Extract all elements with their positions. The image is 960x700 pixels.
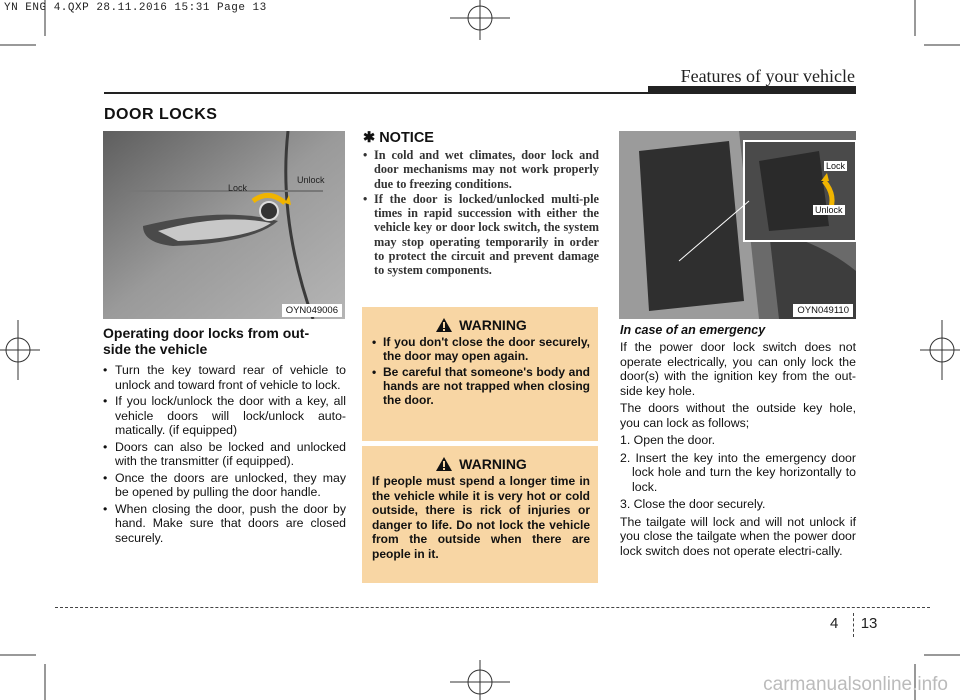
chapter-number: 4 (830, 615, 839, 632)
lock-label: Lock (228, 183, 248, 193)
print-slug: YN ENG 4.QXP 28.11.2016 15:31 Page 13 (4, 2, 267, 14)
page-number-value: 13 (860, 615, 878, 632)
door-handle-figure (103, 131, 345, 319)
warning-triangle-icon (435, 456, 453, 472)
door-handle-illustration (103, 131, 345, 319)
section-title: DOOR LOCKS (104, 106, 218, 123)
emergency-step-2: 2. Insert the key into the emergency door lock hole and turn the key horizontally to lock. (620, 450, 856, 494)
list-item: • If you lock/unlock the door with a key, all vehicle doors will lock/unlock auto-matically. (if equipped) (103, 394, 346, 438)
header-rule (104, 92, 856, 94)
warning-triangle-icon (435, 317, 453, 333)
warning-box-occupants (362, 446, 598, 583)
unlock-label: Unlock (297, 175, 325, 185)
figure-code: OYN049110 (793, 304, 853, 317)
list-item: • Once the doors are unlocked, they may be opened by pulling the door handle. (103, 471, 346, 500)
notice-title: ✱ NOTICE (363, 130, 434, 146)
emergency-section (620, 323, 856, 558)
warning-box-door (362, 307, 598, 441)
unlock-label: Unlock (815, 205, 843, 215)
warning-bullets (372, 335, 590, 407)
figure-code: OYN049006 (282, 304, 342, 317)
lock-label: Lock (826, 161, 846, 171)
list-item: • In cold and wet climates, door lock and door mechanisms may not work properly due to freezing conditions. (363, 148, 599, 191)
door-interior-illustration (619, 131, 856, 319)
list-item: • If you don't close the door securely, the door may open again. (372, 335, 590, 363)
emergency-para-3: The tailgate will lock and will not unlock if you close the tailgate when the power door lock switch does not operate electri-cally. (620, 514, 856, 558)
star-icon: ✱ (363, 130, 376, 146)
list-item: • Be careful that someone's body and hands are not trapped when closing the door. (372, 365, 590, 407)
emergency-step-1: 1. Open the door. (620, 433, 716, 447)
operating-bullets (103, 363, 346, 545)
emergency-para-2: The doors without the outside key hole, you can lock as follows; (620, 401, 856, 430)
emergency-title: In case of an emergency (620, 323, 766, 337)
list-item: • Doors can also be locked and unlocked with the transmitter (if equipped). (103, 440, 346, 469)
list-item: • Turn the key toward rear of vehicle to unlock and toward front of vehicle to lock. (103, 363, 346, 392)
warning-title: WARNING (372, 456, 590, 472)
list-item: • If the door is locked/unlocked multi-ple times in rapid succession with either the vehicle key or door lock switch, the system may stop operating temporarily in order to protect the circuit and prevent damage to system components. (363, 192, 599, 278)
watermark: carmanualsonline.info (763, 674, 948, 695)
notice-bullets (363, 148, 599, 278)
warning-text: If people must spend a longer time in the vehicle while it is very hot or cold outside, there is rick of injuries or danger to life. Do not lock the vehicle from the outside when there are people in it. (372, 474, 590, 561)
emergency-lock-figure (619, 131, 856, 319)
operating-section (103, 325, 346, 547)
warning-title: WARNING (372, 317, 590, 333)
notice-box (363, 130, 599, 279)
emergency-para-1: If the power door lock switch does not operate electrically, you can only lock the door(s) with the ignition key from the out-side key hole. (620, 340, 856, 398)
list-item: • When closing the door, push the door by hand. Make sure that doors are closed securely. (103, 502, 346, 546)
operating-title: Operating door locks from out- side the vehicle (103, 325, 310, 357)
page-number-separator (853, 613, 855, 637)
footer-rule (55, 607, 930, 608)
chapter-header-title: Features of your vehicle (680, 66, 855, 86)
emergency-step-3: 3. Close the door securely. (620, 497, 766, 511)
